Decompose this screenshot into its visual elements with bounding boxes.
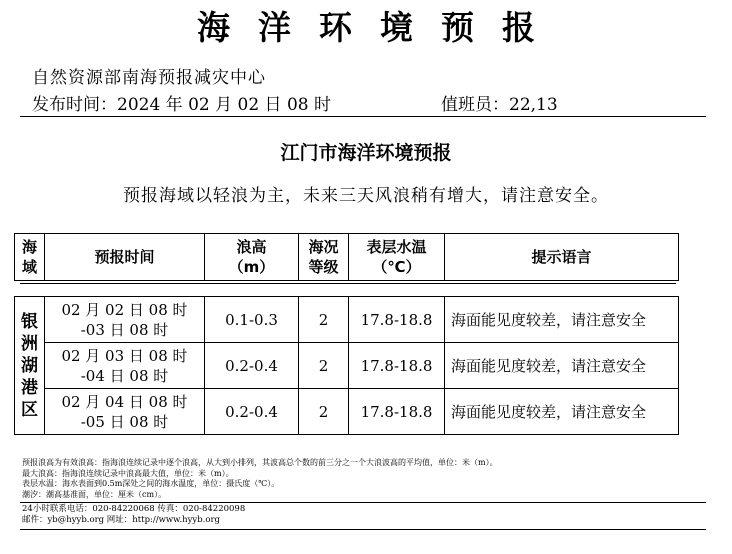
time-cell: 02 月 02 日 08 时 -03 日 08 时 [45, 297, 205, 343]
header-sea-state: 海况 等级 [299, 234, 349, 281]
tip-cell: 海面能见度较差，请注意安全 [445, 343, 679, 389]
contact-email-web: 邮件：yb@hyyb.org 网址：http://www.hyyb.org [22, 515, 220, 525]
footer-bottom-rule [20, 529, 706, 530]
temp-cell: 17.8-18.8 [349, 343, 445, 389]
footnote: 最大浪高：指海浪连续记录中浪高最大值，单位：米（m）。 [22, 468, 234, 478]
footnote: 预报浪高为有效浪高：指海浪连续记录中逐个浪高，从大到小排列，其波高总个数的前三分之一个大浪波高的平均值，单位：米（m）。 [22, 458, 498, 467]
temp-cell: 17.8-18.8 [349, 297, 445, 343]
header-area: 海 域 [15, 234, 45, 281]
temp-cell: 17.8-18.8 [349, 389, 445, 435]
forecast-summary: 预报海域以轻浪为主，未来三天风浪稍有增大，请注意安全。 [123, 186, 609, 206]
header-divider [20, 116, 706, 117]
header-tip: 提示语言 [445, 234, 679, 281]
tip-cell: 海面能见度较差，请注意安全 [445, 297, 679, 343]
sea-state-cell: 2 [299, 297, 349, 343]
header-time: 预报时间 [45, 234, 205, 281]
footnote: 潮汐：潮高基准面，单位：厘米（cm）。 [22, 489, 167, 499]
time-cell: 02 月 04 日 08 时 -05 日 08 时 [45, 389, 205, 435]
forecast-table [14, 296, 679, 435]
forecast-table-header [14, 233, 679, 281]
area-cell: 银 洲 湖 港 区 [15, 297, 45, 435]
issue-time: 发布时间：2024 年 02 月 02 日 08 时 [32, 95, 331, 115]
footnote: 表层水温：海水表面到0.5m深处之间的海水温度，单位：摄氏度（℃）。 [22, 479, 280, 488]
city-forecast-title: 江门市海洋环境预报 [280, 142, 452, 164]
tip-cell: 海面能见度较差，请注意安全 [445, 389, 679, 435]
contact-info [22, 504, 245, 526]
table-row [15, 343, 679, 389]
sea-state-cell: 2 [299, 343, 349, 389]
sea-state-cell: 2 [299, 389, 349, 435]
table-row [15, 389, 679, 435]
time-cell: 02 月 03 日 08 时 -04 日 08 时 [45, 343, 205, 389]
report-title: 海洋环境预报 [197, 8, 563, 47]
duty-officer: 值班员：22,13 [441, 95, 558, 115]
header-wave: 浪高 （m） [205, 234, 299, 281]
footer-divider [20, 502, 706, 503]
issuing-organization: 自然资源部南海预报减灾中心 [32, 68, 266, 88]
wave-cell: 0.2-0.4 [205, 343, 299, 389]
table-row [15, 297, 679, 343]
table-gap-rule [20, 283, 676, 284]
wave-cell: 0.2-0.4 [205, 389, 299, 435]
header-temp: 表层水温 （℃） [349, 234, 445, 281]
wave-cell: 0.1-0.3 [205, 297, 299, 343]
contact-phone: 24小时联系电话：020-84220068 传真：020-84220098 [22, 504, 246, 514]
footnotes [22, 458, 712, 500]
